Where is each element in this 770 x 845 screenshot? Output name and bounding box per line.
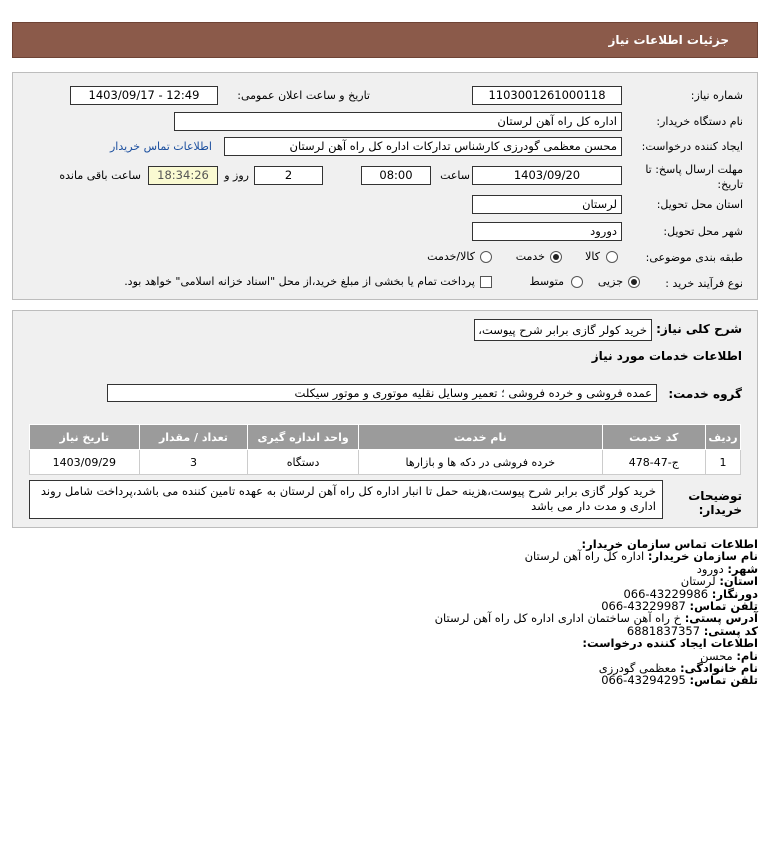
province-label: استان محل تحویل: <box>656 198 743 211</box>
deadline-time-field: 08:00 <box>361 166 431 185</box>
col-row-number: ردیف <box>705 425 740 450</box>
contact-province-value: لرستان <box>680 574 716 589</box>
need-number-field: 1103001261000118 <box>472 86 622 105</box>
unit-cell: دستگاه <box>248 450 359 475</box>
buyer-notes-label: توضیحات <box>688 489 742 503</box>
province-field: لرستان <box>472 195 622 214</box>
remaining-time-label: ساعت باقی مانده <box>59 169 141 182</box>
page-title: جزئیات اطلاعات نیاز <box>608 33 729 47</box>
category-option-service: خدمت <box>515 250 545 263</box>
table-row <box>30 450 741 475</box>
creator-label: ایجاد کننده درخواست: <box>641 140 743 153</box>
page-header <box>12 22 758 58</box>
buyer-notes-field: خرید کولر گازی برابر شرح پیوست،هزینه حمل تا انبار اداره کل راه آهن لرستان به عهده تامین کننده می باشد،پرداخت شامل روند اداری و مدت دار می باشد <box>29 480 663 519</box>
creator-phone-label: تلفن تماس: <box>689 673 758 688</box>
first-name-value: محسن <box>700 648 733 663</box>
service-name-cell: خرده فروشی در دکه ها و بازارها <box>358 450 602 475</box>
category-radio-goods-service[interactable] <box>480 251 492 263</box>
quantity-cell: 3 <box>139 450 248 475</box>
phone-value: 066-43229987 <box>601 599 686 614</box>
deadline-label-date: تاریخ: <box>717 178 743 191</box>
contact-city-value: دورود <box>696 561 724 576</box>
first-name-label: نام: <box>736 648 758 663</box>
creator-contact-title: اطلاعات ایجاد کننده درخواست: <box>582 636 758 651</box>
general-desc-field: خرید کولر گازی برابر شرح پیوست، <box>474 319 652 341</box>
address-label: آدرس پستی: <box>684 611 758 626</box>
treasury-payment-checkbox[interactable] <box>480 276 492 288</box>
services-section-title: اطلاعات خدمات مورد نیاز <box>591 349 742 363</box>
col-quantity: تعداد / مقدار <box>139 425 248 450</box>
last-name-value: معظمی گودرزی <box>598 661 677 676</box>
creator-field: محسن معظمی گودرزی کارشناس تدارکات اداره کل راه آهن لرستان <box>224 137 622 156</box>
deadline-time-label: ساعت <box>440 169 470 182</box>
org-contact-title: اطلاعات تماس سازمان خریدار: <box>581 537 758 551</box>
category-radio-goods[interactable] <box>606 251 618 263</box>
contact-city-label: شهر: <box>727 561 758 576</box>
category-option-goods-service: کالا/خدمت <box>427 250 475 263</box>
category-option-goods: کالا <box>585 250 600 263</box>
col-need-date: تاریخ نیاز <box>30 425 140 450</box>
process-option-medium: متوسط <box>529 275 564 288</box>
col-service-code: کد خدمت <box>602 425 705 450</box>
city-label: شهر محل تحویل: <box>663 225 743 238</box>
details-panel <box>12 72 758 300</box>
need-number-label: شماره نیاز: <box>690 89 743 102</box>
buyer-org-label: نام دستگاه خریدار: <box>656 115 743 128</box>
col-unit: واحد اندازه گیری <box>248 425 359 450</box>
city-field: دورود <box>472 222 622 241</box>
address-value: خ راه آهن ساختمان اداری اداره کل راه آهن لرستان <box>434 611 682 626</box>
services-table <box>29 424 741 475</box>
buyer-notes-label-2: خریدار: <box>698 503 742 517</box>
postal-code-value: 6881837357 <box>626 623 701 638</box>
deadline-date-field: 1403/09/20 <box>472 166 622 185</box>
service-group-field: عمده فروشی و خرده فروشی ؛ تعمیر وسایل نقلیه موتوری و موتور سیکلت <box>107 384 657 402</box>
process-option-minor: جزیی <box>597 275 623 288</box>
service-code-cell: ج-47-478 <box>602 450 705 475</box>
last-name-label: نام خانوادگی: <box>680 661 758 676</box>
treasury-payment-note: پرداخت تمام یا بخشی از مبلغ خرید،از محل "اسناد خزانه اسلامی" خواهد بود. <box>124 275 475 288</box>
buyer-contact-link[interactable]: اطلاعات تماس خریدار <box>110 140 212 153</box>
fax-label: دورنگار: <box>711 586 758 601</box>
process-label: نوع فرآیند خرید : <box>665 277 743 290</box>
process-radio-medium[interactable] <box>571 276 583 288</box>
org-name-value: اداره کل راه آهن لرستان <box>524 549 645 564</box>
creator-phone-value: 066-43294295 <box>601 673 686 688</box>
remaining-time-field: 18:34:26 <box>148 166 218 185</box>
service-group-label: گروه خدمت: <box>668 387 742 401</box>
days-remaining-field: 2 <box>254 166 323 185</box>
contact-province-label: استان: <box>719 574 758 589</box>
category-label: طبقه بندی موضوعی: <box>645 251 743 264</box>
postal-code-label: کد پستی: <box>703 623 758 638</box>
announce-datetime-field: 1403/09/17 - 12:49 <box>70 86 218 105</box>
col-service-name: نام خدمت <box>358 425 602 450</box>
table-header-row <box>30 425 741 450</box>
contact-info <box>18 538 758 687</box>
need-date-cell: 1403/09/29 <box>30 450 140 475</box>
buyer-org-field: اداره کل راه آهن لرستان <box>174 112 622 131</box>
announce-label: تاریخ و ساعت اعلان عمومی: <box>237 89 370 102</box>
fax-value: 066-43229986 <box>623 586 709 601</box>
org-name-label: نام سازمان خریدار: <box>647 549 758 564</box>
row-number-cell: 1 <box>705 450 740 475</box>
general-desc-label: شرح کلی نیاز: <box>656 322 742 336</box>
deadline-label: مهلت ارسال پاسخ: تا <box>645 163 743 176</box>
process-radio-minor[interactable] <box>628 276 640 288</box>
days-label: روز و <box>224 169 249 182</box>
category-radio-service[interactable] <box>550 251 562 263</box>
phone-label: تلفن تماس: <box>689 599 758 614</box>
